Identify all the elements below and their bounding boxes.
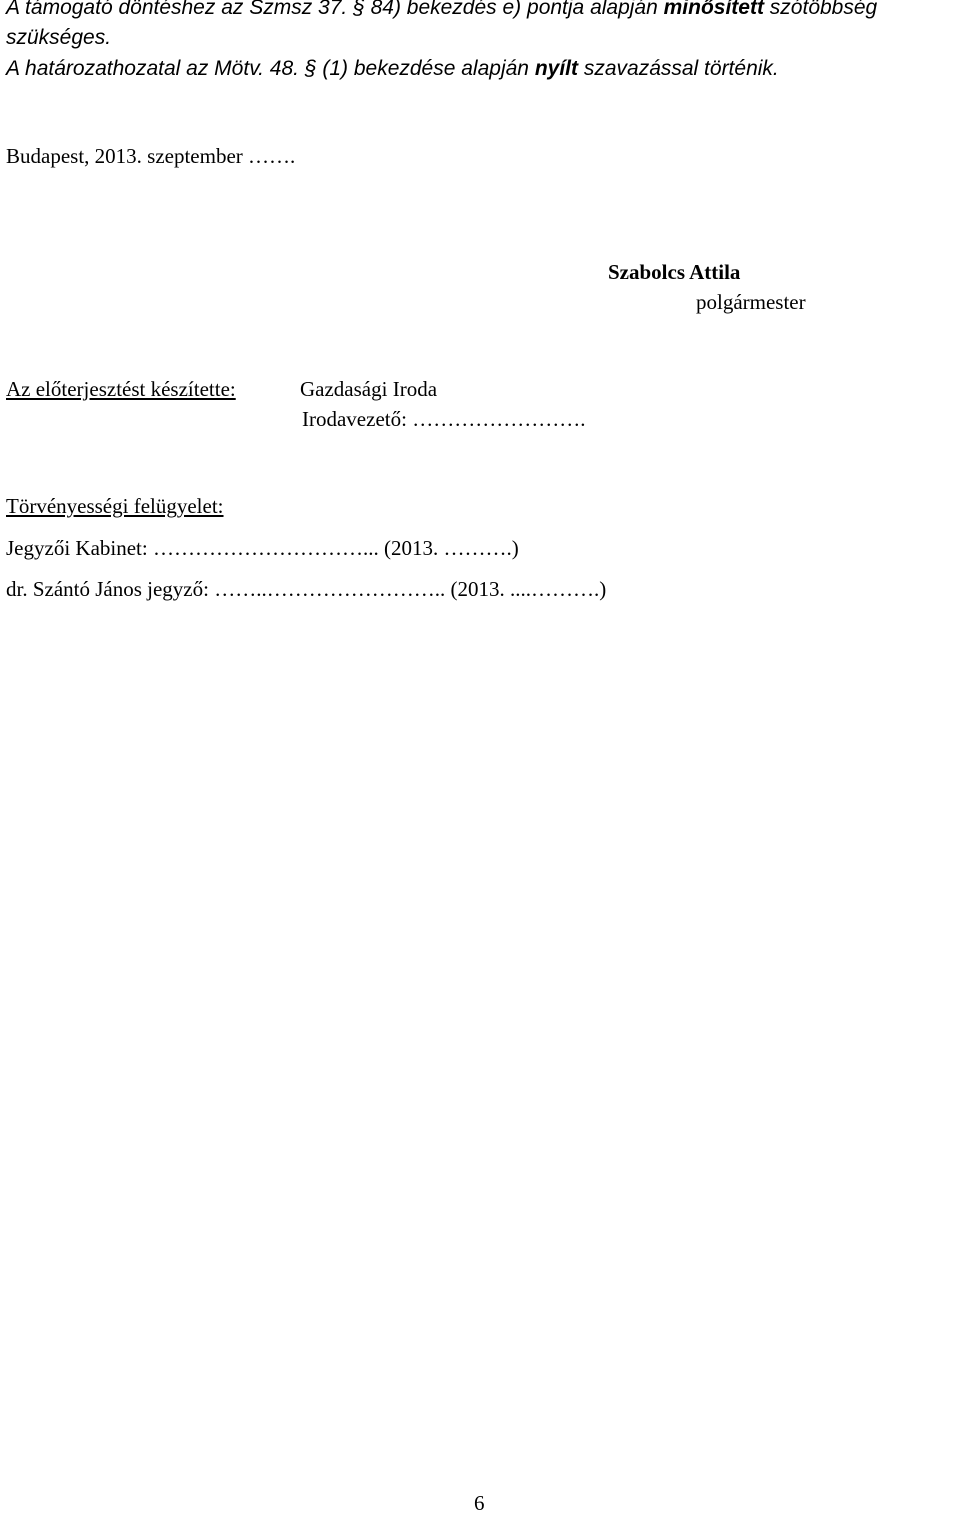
- signatory-name: Szabolcs Attila: [608, 260, 741, 284]
- signatory-title: polgármester: [696, 290, 806, 314]
- page-number: 6: [474, 1491, 485, 1515]
- legal-review-cabinet: Jegyzői Kabinet: …………………………... (2013. ……….): [6, 536, 519, 560]
- prepared-by-head: Irodavezető: …………………….: [302, 407, 586, 431]
- prepared-by-label: Az előterjesztést készítette:: [6, 377, 236, 401]
- place-date: Budapest, 2013. szeptember …….: [6, 144, 296, 168]
- intro-text-3a: A határozathozatal az Mötv. 48. § (1) bekezdése alapján: [6, 57, 535, 80]
- intro-line-2: szükséges.: [6, 26, 112, 49]
- intro-text-1a: A támogató döntéshez az Szmsz 37. § 84) bekezdés e) pontja alapján: [6, 0, 664, 19]
- intro-text-1b: szótöbbség: [763, 0, 878, 19]
- intro-line-1: [6, 0, 877, 20]
- prepared-by-dept: Gazdasági Iroda: [300, 377, 438, 401]
- intro-line-3: [6, 57, 779, 81]
- legal-review-notary: dr. Szántó János jegyző: ……..…………………….. (2013. ....……….): [6, 577, 607, 601]
- intro-bold-qualified: minősített: [663, 0, 764, 19]
- legal-review-heading: Törvényességi felügyelet:: [6, 494, 224, 518]
- intro-text-3b: szavazással történik.: [578, 57, 779, 80]
- intro-bold-open: nyílt: [534, 57, 578, 80]
